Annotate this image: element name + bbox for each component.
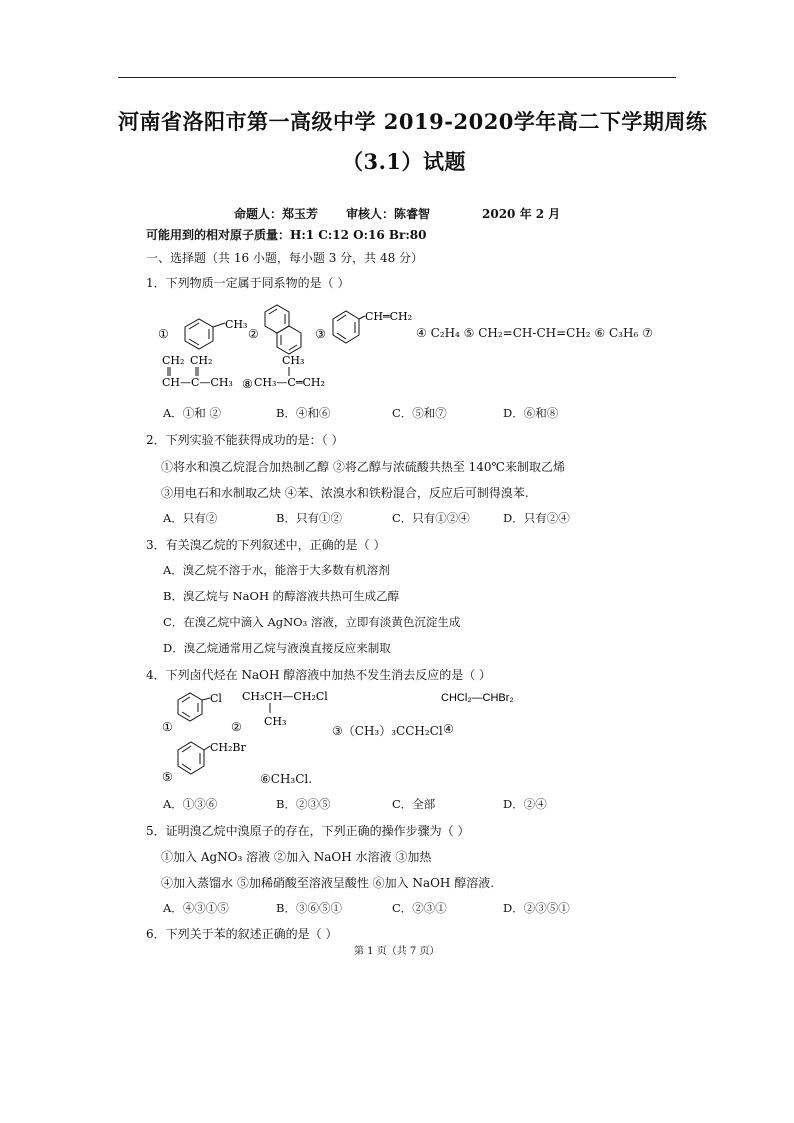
q5-option-d: D．②③⑤①: [503, 901, 570, 915]
atomic-masses: 可能用到的相对原子质量：H:1 C:12 O:16 Br:80: [146, 228, 427, 242]
q4-marker-4: ④: [443, 722, 454, 736]
q1-s8-methyl: CH₃: [282, 354, 305, 367]
q5-stem: 5．证明溴乙烷中溴原子的存在，下列正确的操作步骤为（ ）: [146, 824, 470, 838]
q5-option-a: A．④③①⑤: [163, 901, 229, 915]
q1-stem: 1．下列物质一定属于同系物的是（ ）: [146, 276, 350, 290]
q4-marker-1: ①: [162, 720, 173, 734]
q1-option-c: C．⑤和⑦: [392, 406, 447, 420]
q2-stem: 2．下列实验不能获得成功的是：（ ）: [146, 433, 344, 447]
reviewer: 审核人：陈睿智: [346, 207, 431, 221]
q2-line-1: ①将水和溴乙烷混合加热制乙醇 ②将乙醇与浓硫酸共热至 140℃来制取乙烯: [161, 460, 565, 474]
q4-option-c: C．全部: [392, 797, 436, 811]
toluene-structure: [185, 319, 225, 349]
author: 命题人：郑玉芳: [234, 207, 319, 221]
section-heading: 一、选择题（共 16 小题，每小题 3 分，共 48 分）: [146, 251, 424, 265]
q4-marker-2: ②: [231, 720, 242, 734]
q1-option-d: D．⑥和⑧: [503, 406, 559, 420]
q4-s4: CHCl₂—CHBr₂: [441, 692, 514, 704]
q4-stem: 4．下列卤代烃在 NaOH 醇溶液中加热不发生消去反应的是（ ）: [146, 668, 492, 682]
q5-line-1: ①加入 AgNO₃ 溶液 ②加入 NaOH 水溶液 ③加热: [161, 850, 432, 864]
q1-toluene-ch3: CH₃: [225, 318, 248, 331]
q3-option-b: B．溴乙烷与 NaOH 的醇溶液共热可生成乙醇: [163, 589, 400, 603]
q4-s5-ch2br: CH₂Br: [210, 741, 246, 754]
q4-item-3: ③（CH₃）₃CCH₂Cl: [332, 724, 443, 738]
title-line-1: 河南省洛阳市第一高级中学 2019-2020学年高二下学期周练: [118, 109, 708, 134]
styrene-structure: [333, 311, 365, 343]
q1-option-a: A．①和 ②: [163, 406, 221, 420]
q4-marker-5: ⑤: [162, 770, 173, 784]
q1-option-b: B．④和⑥: [276, 406, 331, 420]
q2-option-a: A．只有②: [163, 511, 218, 525]
q4-s2-chain: CH₃CH—CH₂Cl: [242, 690, 328, 703]
q2-line-2: ③用电石和水制取乙炔 ④苯、浓溴水和铁粉混合，反应后可制得溴苯.: [161, 486, 529, 500]
q6-stem: 6．下列关于苯的叙述正确的是（ ）: [146, 927, 338, 941]
q1-marker-8: ⑧: [242, 377, 253, 391]
naphthalene-structure: [265, 305, 301, 354]
q4-cl: Cl: [210, 692, 222, 705]
q2-option-c: C．只有①②④: [392, 511, 470, 525]
q4-option-a: A．①③⑥: [163, 797, 218, 811]
q5-option-c: C．②③①: [392, 901, 447, 915]
q1-structures-row2: [158, 352, 338, 392]
page-footer: 第 1 页（共 7 页）: [354, 946, 440, 957]
q1-s7-ch2-right: CH₂: [190, 354, 213, 367]
q2-option-b: B．只有①②: [276, 511, 342, 525]
chlorobenzene-structure: [178, 693, 210, 721]
q4-s2-methyl: CH₃: [264, 715, 287, 728]
q4-item-6: ⑥CH₃Cl.: [260, 772, 313, 786]
q4-option-b: B．②③⑤: [276, 797, 331, 811]
q1-s8-chain: CH₃—C═CH₂: [254, 376, 325, 389]
date: 2020 年 2 月: [482, 207, 561, 221]
q1-vinyl-group: CH═CH₂: [365, 310, 413, 323]
q4-option-d: D．②④: [503, 797, 547, 811]
benzyl-bromide-structure: [178, 742, 210, 774]
q1-marker-3: ③: [315, 327, 326, 341]
header-rule: [118, 77, 676, 78]
q2-option-d: D．只有②④: [503, 511, 570, 525]
q3-option-d: D．溴乙烷通常用乙烷与液溴直接反应来制取: [163, 641, 391, 655]
q1-marker-2: ②: [248, 327, 259, 341]
q1-s7-chain: CH—C—CH₃: [162, 376, 233, 389]
q1-inline-items: ④ C₂H₄ ⑤ CH₂=CH-CH=CH₂ ⑥ C₃H₆ ⑦: [416, 326, 653, 340]
q3-option-c: C．在溴乙烷中滴入 AgNO₃ 溶液，立即有淡黄色沉淀生成: [163, 615, 461, 629]
q1-marker-1: ①: [158, 327, 169, 341]
title-line-2: （3.1）试题: [342, 149, 467, 174]
q1-s7-ch2-left: CH₂: [162, 354, 185, 367]
q5-line-2: ④加入蒸馏水 ⑤加稀硝酸至溶液呈酸性 ⑥加入 NaOH 醇溶液.: [161, 876, 495, 890]
q3-stem: 3．有关溴乙烷的下列叙述中，正确的是（ ）: [146, 538, 386, 552]
q3-option-a: A．溴乙烷不溶于水，能溶于大多数有机溶剂: [163, 563, 390, 577]
q5-option-b: B．③⑥⑤①: [276, 901, 342, 915]
